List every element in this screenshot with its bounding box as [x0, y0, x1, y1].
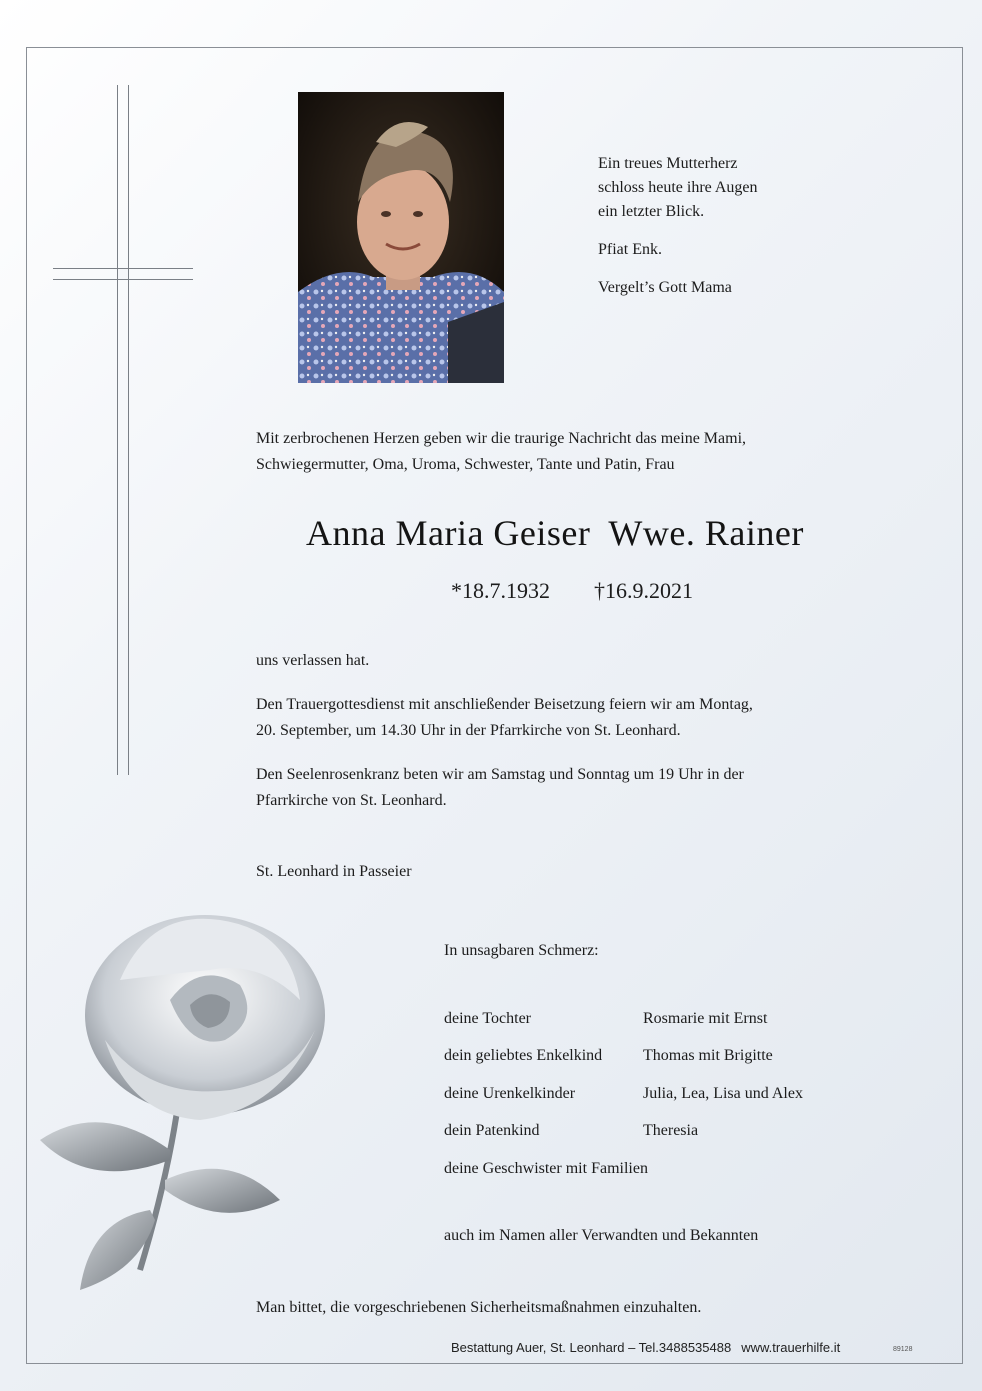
cross-junction [118, 269, 128, 279]
family-row [444, 1038, 803, 1076]
rose-illustration [30, 890, 330, 1310]
portrait-illustration [298, 92, 504, 383]
undertaker-website[interactable]: www.trauerhilfe.it [741, 1340, 841, 1355]
announcement-body [256, 648, 876, 814]
poem-line: ein letzter Blick. [598, 203, 705, 220]
body-departed: uns verlassen hat. [256, 652, 370, 669]
family-names: Theresia [643, 1122, 699, 1140]
family-row [444, 1150, 803, 1188]
cross-vertical-bar [117, 85, 129, 775]
family-names: Rosmarie mit Ernst [643, 1009, 768, 1027]
safety-notice: Man bittet, die vorgeschriebenen Sicherheitsmaßnahmen einzuhalten. [256, 1299, 702, 1316]
place-line: St. Leonhard in Passeier [256, 863, 412, 880]
undertaker-footer [451, 1340, 840, 1355]
family-relation: dein geliebtes Enkelkind [444, 1047, 603, 1065]
portrait-photo [298, 92, 504, 383]
memorial-poem [598, 152, 758, 300]
birth-date: *18.7.1932 [451, 578, 550, 603]
deceased-married-name: Wwe. Rainer [608, 513, 804, 553]
family-row [444, 1000, 803, 1038]
intro-line: Mit zerbrochenen Herzen geben wir die traurige Nachricht das meine Mami, [256, 430, 747, 447]
on-behalf-line: auch im Namen aller Verwandten und Bekannten [444, 1227, 759, 1244]
body-service-line: 20. September, um 14.30 Uhr in der Pfarrkirche von St. Leonhard. [256, 722, 681, 739]
body-service-line: Den Trauergottesdienst mit anschließender Beisetzung feiern wir am Montag, [256, 696, 753, 713]
poem-line: Ein treues Mutterherz [598, 155, 738, 172]
death-date: †16.9.2021 [594, 578, 693, 603]
family-relation: dein Patenkind [444, 1122, 540, 1140]
announcement-intro [256, 426, 876, 478]
poem-thanks: Vergelt’s Gott Mama [598, 279, 732, 296]
family-relation: deine Tochter [444, 1009, 531, 1027]
family-row [444, 1075, 803, 1113]
family-row [444, 1113, 803, 1151]
deceased-name [306, 512, 804, 554]
poem-farewell: Pfiat Enk. [598, 241, 662, 258]
poem-line: schloss heute ihre Augen [598, 179, 758, 196]
body-rosary-line: Pfarrkirche von St. Leonhard. [256, 792, 447, 809]
family-relation: deine Geschwister mit Familien [444, 1159, 648, 1177]
life-dates [451, 578, 693, 604]
family-names: Thomas mit Brigitte [643, 1047, 773, 1065]
template-code: 89128 [893, 1346, 913, 1353]
family-names: Julia, Lea, Lisa und Alex [643, 1084, 803, 1102]
undertaker-contact: Bestattung Auer, St. Leonhard – Tel.3488535488 [451, 1340, 732, 1355]
body-rosary-line: Den Seelenrosenkranz beten wir am Samstag und Sonntag um 19 Uhr in der [256, 766, 744, 783]
family-list [444, 1000, 803, 1188]
deceased-full-name: Anna Maria Geiser [306, 513, 591, 553]
family-relation: deine Urenkelkinder [444, 1084, 576, 1102]
grief-heading: In unsagbaren Schmerz: [444, 942, 599, 959]
intro-line: Schwiegermutter, Oma, Uroma, Schwester, Tante und Patin, Frau [256, 456, 675, 473]
